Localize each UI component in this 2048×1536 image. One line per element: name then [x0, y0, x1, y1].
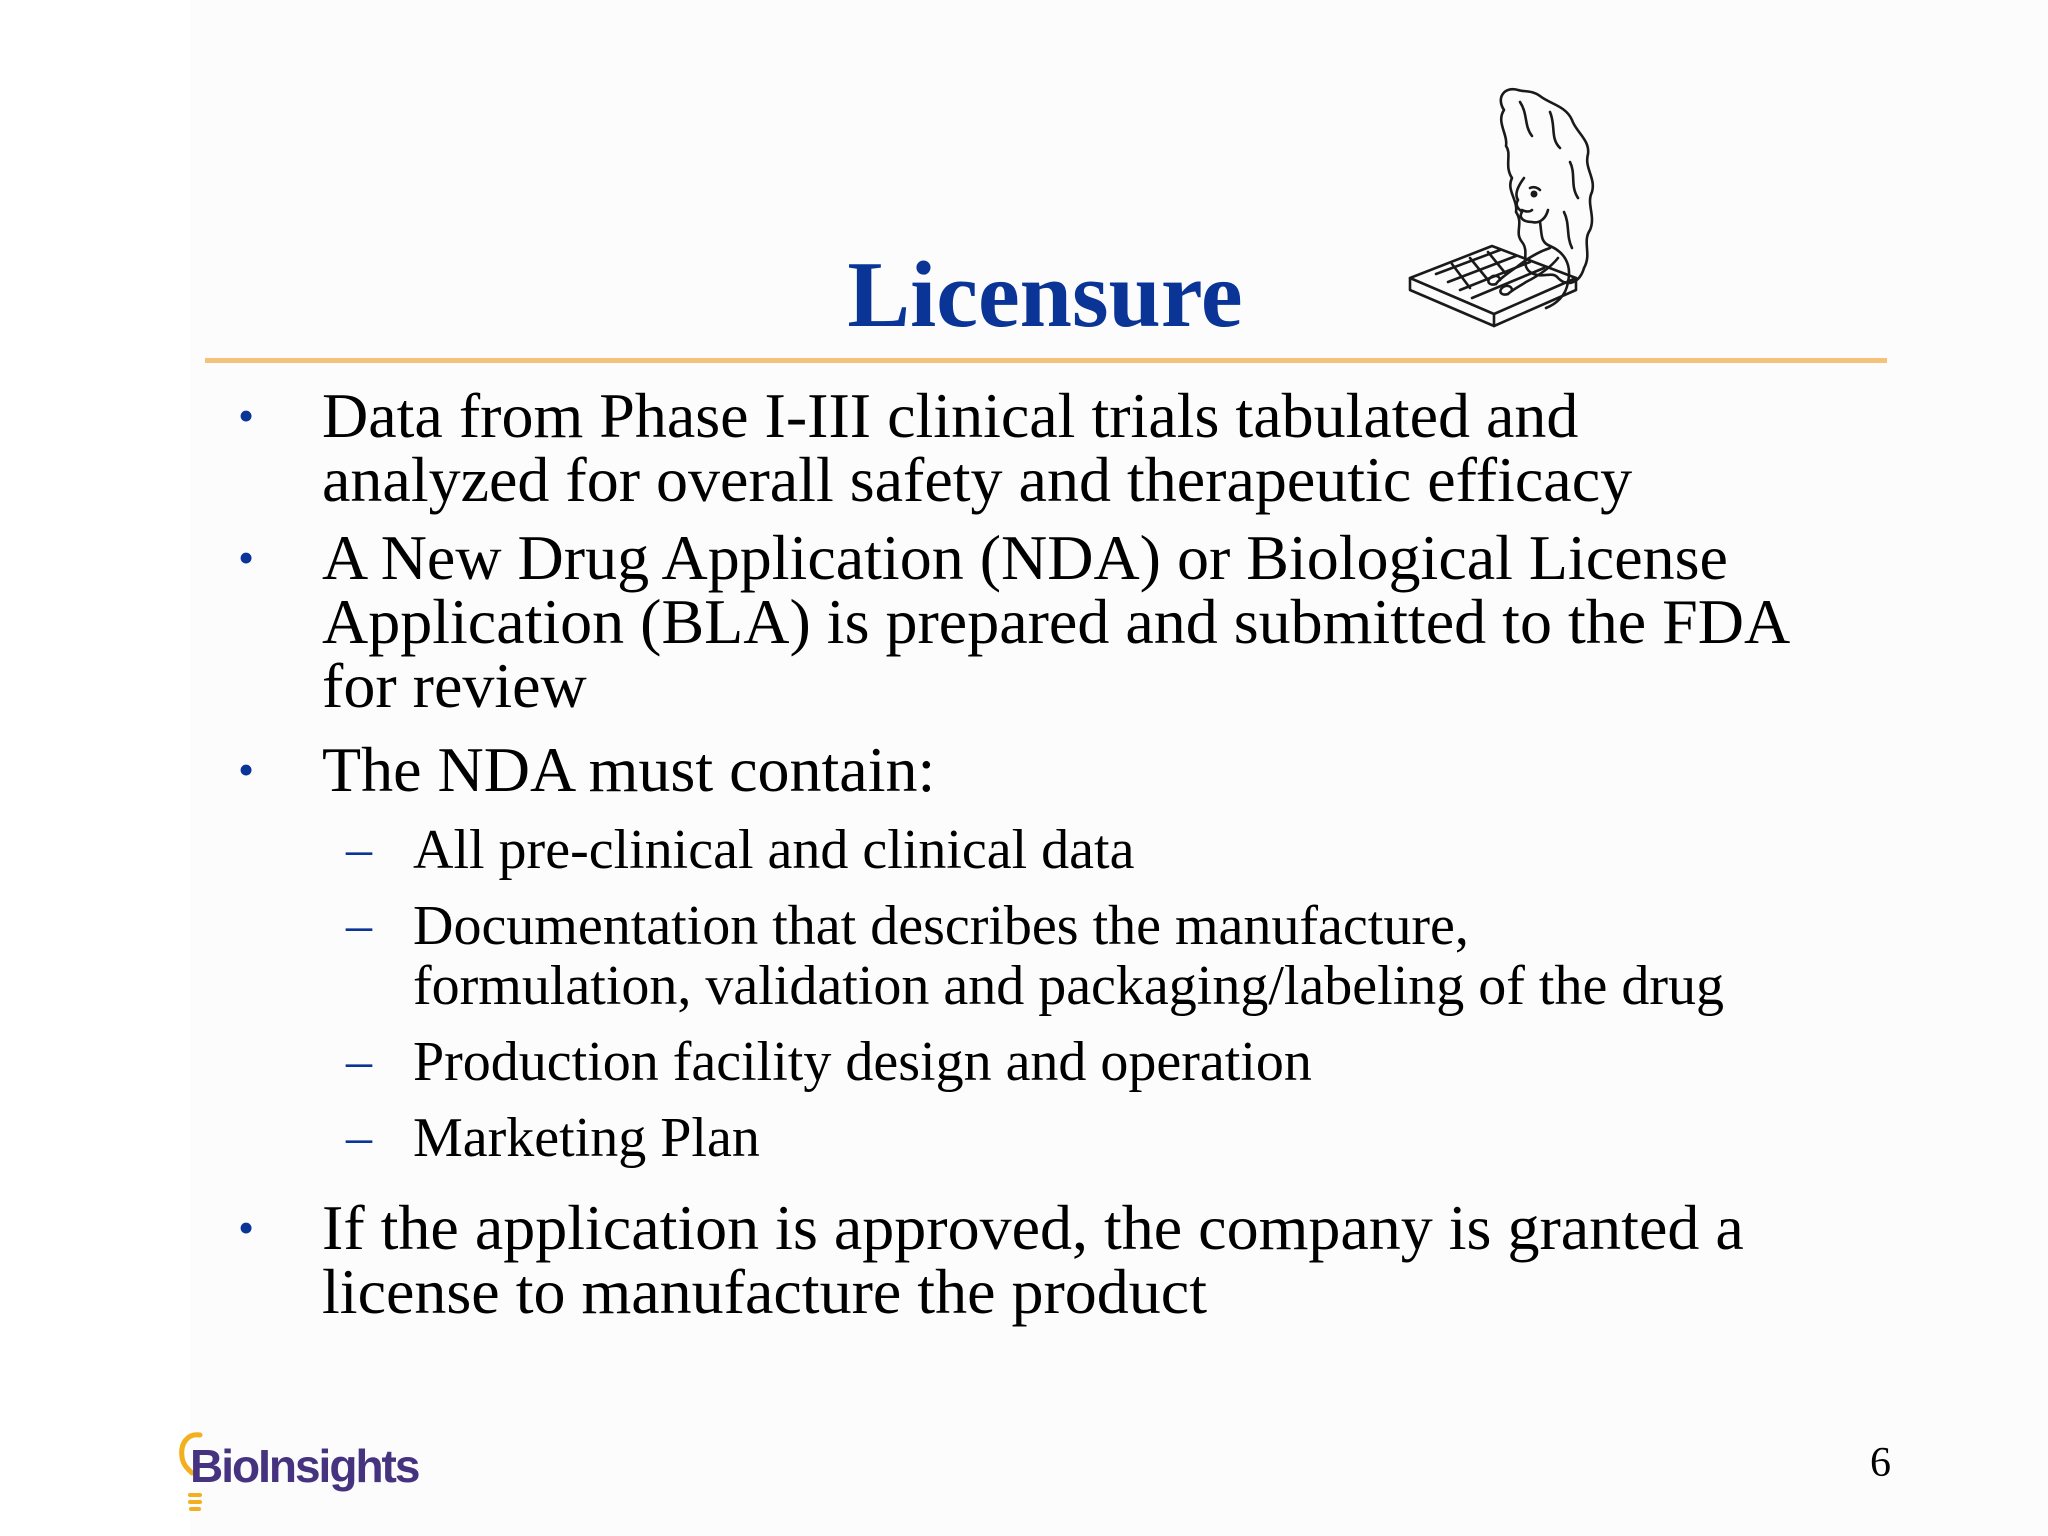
bullet-line: A New Drug Application (NDA) or Biological License: [322, 522, 1728, 593]
sub-bullet-item: [238, 820, 1918, 880]
title-divider: [205, 358, 1887, 363]
sub-bullet-marker: –: [346, 821, 372, 878]
sub-bullet-marker: –: [346, 1033, 372, 1090]
sub-bullet-marker: –: [346, 1109, 372, 1166]
sub-bullet-line: Documentation that describes the manufacture,: [413, 895, 1469, 957]
bullet-marker: •: [238, 744, 255, 795]
sub-bullet-marker: –: [346, 897, 372, 954]
bullet-line: for review: [322, 650, 587, 721]
slide-title: Licensure: [847, 243, 1243, 347]
bullet-item: [238, 734, 1918, 805]
sub-bullet-item: [238, 1108, 1918, 1168]
bullet-line: If the application is approved, the company is granted a: [322, 1192, 1744, 1263]
bullet-marker: •: [238, 532, 255, 583]
bullet-line: license to manufacture the product: [322, 1256, 1207, 1327]
bullet-marker: •: [238, 390, 255, 441]
bioinsights-logo: [170, 1425, 430, 1515]
sub-bullet-line: All pre-clinical and clinical data: [413, 819, 1135, 881]
bullet-line: analyzed for overall safety and therapeutic efficacy: [322, 444, 1633, 515]
bullet-item: [238, 522, 1918, 721]
logo-wordmark: BioInsights: [190, 1440, 419, 1492]
woman-typing-on-keyboard-illustration: [1400, 82, 1620, 342]
bullet-line: Data from Phase I-III clinical trials tabulated and: [322, 380, 1579, 451]
sub-bullet-line: Marketing Plan: [413, 1107, 760, 1169]
sub-bullet-line: Production facility design and operation: [413, 1031, 1312, 1093]
sub-bullet-line: formulation, validation and packaging/labeling of the drug: [413, 955, 1724, 1017]
bullet-line: Application (BLA) is prepared and submitted to the FDA: [322, 586, 1791, 657]
bullet-line: The NDA must contain:: [322, 734, 936, 805]
slide-body: [238, 380, 1918, 1327]
sub-bullet-item: [238, 896, 1918, 1016]
bullet-marker: •: [238, 1202, 255, 1253]
bullet-item: [238, 380, 1918, 515]
page-number: 6: [1870, 1440, 1891, 1486]
bullet-item: [238, 1192, 1918, 1327]
sub-bullet-item: [238, 1032, 1918, 1092]
